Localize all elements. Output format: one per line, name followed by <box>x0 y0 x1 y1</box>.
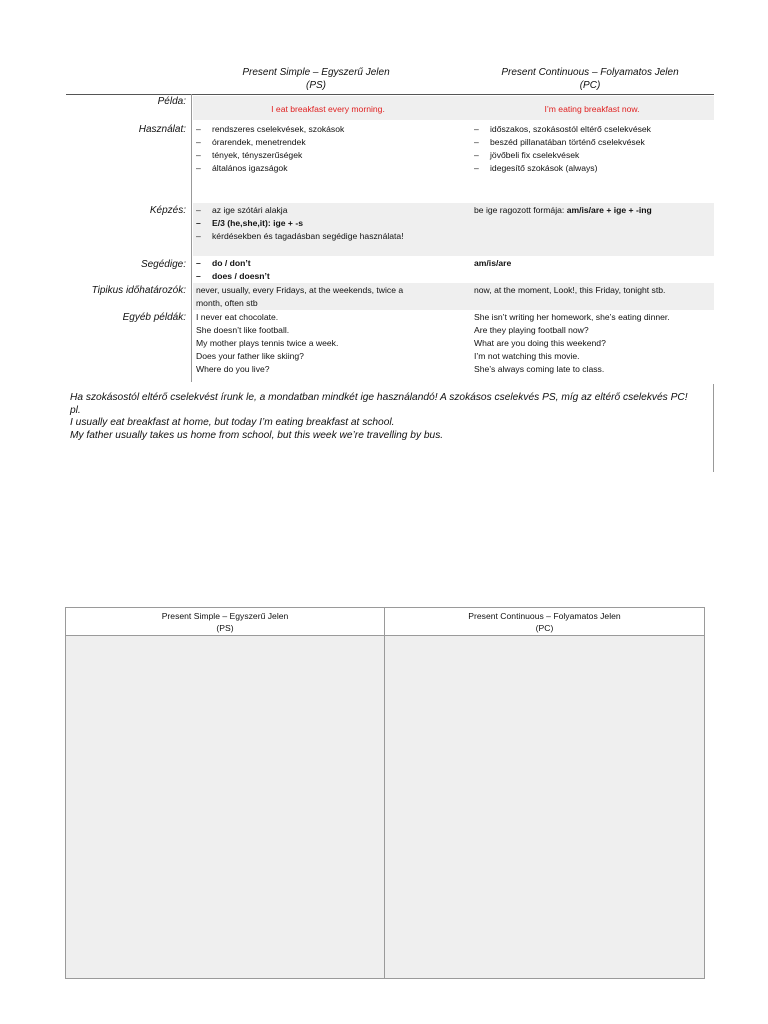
pc-title: Present Continuous – Folyamatos Jelen <box>501 67 679 78</box>
list-item: – az ige szótári alakja <box>196 204 471 217</box>
row-label-hasznalat: Használat: <box>138 124 186 135</box>
pelda-pc: I’m eating breakfast now. <box>544 104 640 114</box>
note-line1: Ha szokásostól eltérő cselekvést írunk le, a mondatban mindkét ige használandó! A szokásos cselekvés PS, míg az eltérő cselekvés PC! <box>70 392 688 403</box>
note-line4: My father usually takes us home from school, but this week we’re travelling by bus. <box>70 429 444 441</box>
idohatarozok-ps-line2: month, often stb <box>196 298 258 308</box>
right-border <box>713 384 714 472</box>
list-item: She isn’t writing her homework, she’s eating dinner. <box>474 312 670 322</box>
list-item: – does / doesn’t <box>196 270 466 283</box>
list-item: – általános igazságok <box>196 162 466 175</box>
blank-table <box>65 607 705 979</box>
blank-table-pc-cell[interactable] <box>385 636 704 978</box>
blank-pc-title: Present Continuous – Folyamatos Jelen <box>468 611 621 621</box>
list-item: – E/3 (he,she,it): ige + -s <box>196 217 471 230</box>
idohatarozok-pc: now, at the moment, Look!, this Friday, tonight stb. <box>474 285 666 295</box>
blank-table-ps-header <box>66 610 384 634</box>
peldak-ps-list <box>196 311 471 376</box>
hasznalat-pc-list <box>474 123 714 175</box>
pelda-ps: I eat breakfast every morning. <box>271 104 385 114</box>
note-line2: pl. <box>70 404 81 416</box>
list-item: – beszéd pillanatában történő cselekvések <box>474 136 714 149</box>
idohatarozok-ps-line1: never, usually, every Fridays, at the weekends, twice a <box>196 285 404 295</box>
list-item: She’s always coming late to class. <box>474 364 605 374</box>
list-item: – rendszeres cselekvések, szokások <box>196 123 466 136</box>
list-item: – jövőbeli fix cselekvések <box>474 149 714 162</box>
blank-pc-abbr: (PC) <box>535 623 554 633</box>
list-item: – órarendek, menetrendek <box>196 136 466 149</box>
usage-note <box>70 392 710 442</box>
segedige-ps-list <box>196 257 466 283</box>
ps-column-header <box>192 66 440 92</box>
label-divider <box>191 94 192 382</box>
list-item: – kérdésekben és tagadásban segédige használata! <box>196 230 471 243</box>
list-item: My mother plays tennis twice a week. <box>196 338 339 348</box>
list-item: I’m not watching this movie. <box>474 351 580 361</box>
list-item: – időszakos, szokásostól eltérő cselekvések <box>474 123 714 136</box>
row-label-pelda: Példa: <box>157 96 186 107</box>
blank-ps-abbr: (PS) <box>216 623 234 633</box>
ps-title: Present Simple – Egyszerű Jelen <box>242 67 390 78</box>
blank-table-ps-cell[interactable] <box>66 636 384 978</box>
kepzes-pc-prefix: be ige ragozott formája: <box>474 205 567 215</box>
list-item: – do / don’t <box>196 257 466 270</box>
row-label-kepzes: Képzés: <box>149 205 186 216</box>
row-label-peldak: Egyéb példák: <box>122 312 186 323</box>
list-item: – idegesítő szokások (always) <box>474 162 714 175</box>
kepzes-pc-formula: am/is/are + ige + -ing <box>566 205 652 215</box>
hasznalat-ps-list <box>196 123 466 175</box>
header-rule <box>66 94 714 95</box>
kepzes-ps-list <box>196 204 471 243</box>
row-label-segedige: Segédige: <box>140 259 186 270</box>
row-label-idohatarozok: Tipikus időhatározók: <box>91 285 186 296</box>
list-item: Does your father like skiing? <box>196 351 304 361</box>
list-item: I never eat chocolate. <box>196 312 279 322</box>
idohatarozok-ps <box>196 284 471 310</box>
list-item: Are they playing football now? <box>474 325 589 335</box>
list-item: Where do you live? <box>196 364 270 374</box>
kepzes-pc <box>474 204 714 217</box>
pc-abbr: (PC) <box>579 80 601 91</box>
list-item: She doesn’t like football. <box>196 325 290 335</box>
pc-column-header <box>470 66 710 92</box>
peldak-pc-list <box>474 311 714 376</box>
ps-abbr: (PS) <box>306 80 326 91</box>
blank-table-pc-header <box>385 610 704 634</box>
list-item: – tények, tényszerűségek <box>196 149 466 162</box>
note-line3: I usually eat breakfast at home, but today I’m eating breakfast at school. <box>70 417 395 428</box>
blank-ps-title: Present Simple – Egyszerű Jelen <box>161 611 289 621</box>
list-item: What are you doing this weekend? <box>474 338 606 348</box>
segedige-pc: am/is/are <box>474 258 512 268</box>
